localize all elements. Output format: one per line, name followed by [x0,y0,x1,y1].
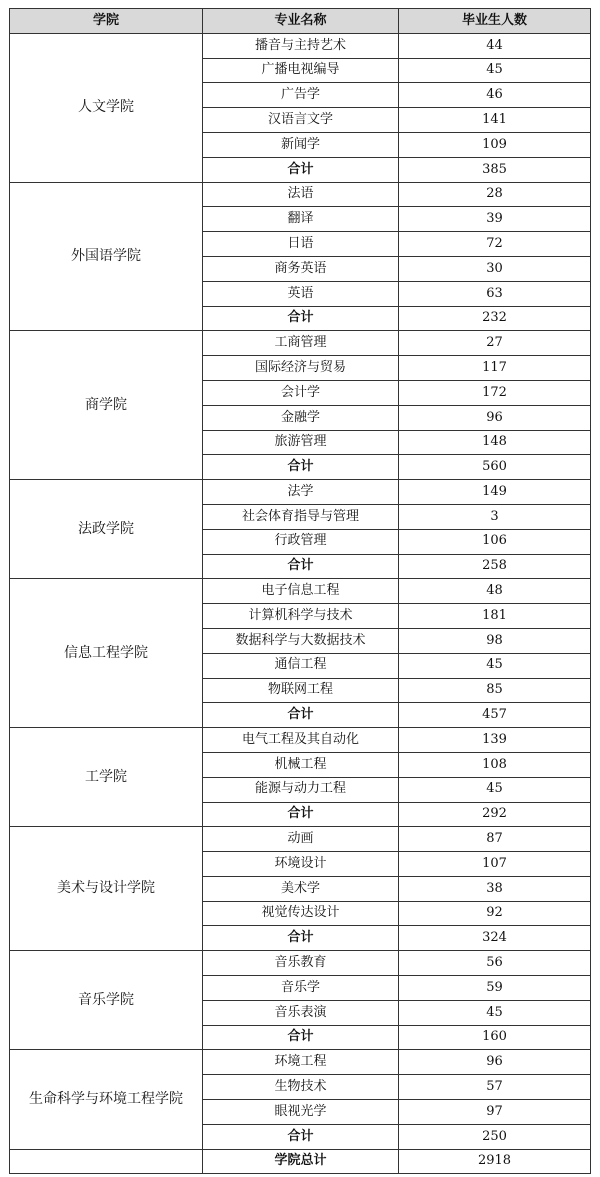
graduate-count: 172 [399,380,591,405]
graduate-count: 96 [399,1050,591,1075]
graduate-count: 96 [399,405,591,430]
major-name: 计算机科学与技术 [203,604,399,629]
major-name: 生物技术 [203,1075,399,1100]
graduate-count: 38 [399,876,591,901]
college-name: 音乐学院 [10,951,203,1050]
graduate-count: 45 [399,777,591,802]
table-row [10,728,591,753]
major-name: 播音与主持艺术 [203,33,399,58]
major-name: 社会体育指导与管理 [203,504,399,529]
table-row [10,331,591,356]
major-name: 通信工程 [203,653,399,678]
subtotal-value: 324 [399,926,591,951]
graduate-count: 46 [399,83,591,108]
major-name: 旅游管理 [203,430,399,455]
graduate-count: 85 [399,678,591,703]
major-name: 广播电视编导 [203,58,399,83]
graduate-count: 149 [399,480,591,505]
college-name: 人文学院 [10,33,203,182]
graduate-count: 92 [399,901,591,926]
graduate-count: 97 [399,1100,591,1125]
graduate-count: 28 [399,182,591,207]
grand-total-row [10,1149,591,1174]
college-name: 生命科学与环境工程学院 [10,1050,203,1149]
graduate-count: 63 [399,281,591,306]
college-name: 美术与设计学院 [10,827,203,951]
graduate-count: 56 [399,951,591,976]
graduate-count: 59 [399,976,591,1001]
major-name: 会计学 [203,380,399,405]
subtotal-label: 合计 [203,554,399,579]
graduate-count: 45 [399,653,591,678]
subtotal-label: 合计 [203,306,399,331]
graduate-count: 48 [399,579,591,604]
major-name: 环境设计 [203,852,399,877]
graduate-count: 117 [399,356,591,381]
major-name: 音乐教育 [203,951,399,976]
major-name: 翻译 [203,207,399,232]
graduate-count: 3 [399,504,591,529]
graduates-table [9,8,591,1174]
major-name: 动画 [203,827,399,852]
subtotal-label: 合计 [203,802,399,827]
table-row [10,579,591,604]
grand-total-spacer [10,1149,203,1174]
graduate-count: 57 [399,1075,591,1100]
grand-total-label: 学院总计 [203,1149,399,1174]
graduate-count: 181 [399,604,591,629]
graduate-count: 107 [399,852,591,877]
graduate-count: 39 [399,207,591,232]
graduate-count: 98 [399,628,591,653]
major-name: 音乐表演 [203,1000,399,1025]
major-name: 美术学 [203,876,399,901]
major-name: 新闻学 [203,132,399,157]
major-name: 电气工程及其自动化 [203,728,399,753]
major-name: 广告学 [203,83,399,108]
college-name: 外国语学院 [10,182,203,331]
major-name: 日语 [203,232,399,257]
subtotal-label: 合计 [203,926,399,951]
subtotal-value: 292 [399,802,591,827]
graduate-count: 106 [399,529,591,554]
major-name: 环境工程 [203,1050,399,1075]
major-name: 音乐学 [203,976,399,1001]
subtotal-value: 385 [399,157,591,182]
college-name: 商学院 [10,331,203,480]
graduate-count: 45 [399,1000,591,1025]
table-row [10,1050,591,1075]
major-name: 法语 [203,182,399,207]
major-name: 眼视光学 [203,1100,399,1125]
college-name: 工学院 [10,728,203,827]
subtotal-label: 合计 [203,1025,399,1050]
graduate-count: 30 [399,256,591,281]
table-row [10,827,591,852]
table-row [10,951,591,976]
major-name: 汉语言文学 [203,108,399,133]
subtotal-label: 合计 [203,703,399,728]
graduate-count: 139 [399,728,591,753]
header-major: 专业名称 [203,9,399,34]
graduate-count: 109 [399,132,591,157]
graduate-count: 108 [399,752,591,777]
major-name: 英语 [203,281,399,306]
graduate-count: 141 [399,108,591,133]
subtotal-value: 457 [399,703,591,728]
graduate-count: 27 [399,331,591,356]
major-name: 物联网工程 [203,678,399,703]
major-name: 机械工程 [203,752,399,777]
major-name: 工商管理 [203,331,399,356]
table-row [10,33,591,58]
grand-total-value: 2918 [399,1149,591,1174]
subtotal-label: 合计 [203,157,399,182]
subtotal-value: 560 [399,455,591,480]
graduate-count: 44 [399,33,591,58]
major-name: 法学 [203,480,399,505]
graduate-count: 148 [399,430,591,455]
table-row [10,182,591,207]
major-name: 金融学 [203,405,399,430]
graduate-count: 87 [399,827,591,852]
subtotal-label: 合计 [203,1124,399,1149]
subtotal-label: 合计 [203,455,399,480]
college-name: 法政学院 [10,480,203,579]
major-name: 视觉传达设计 [203,901,399,926]
major-name: 国际经济与贸易 [203,356,399,381]
subtotal-value: 160 [399,1025,591,1050]
major-name: 行政管理 [203,529,399,554]
college-name: 信息工程学院 [10,579,203,728]
table-row [10,480,591,505]
subtotal-value: 258 [399,554,591,579]
major-name: 电子信息工程 [203,579,399,604]
header-row [10,9,591,34]
subtotal-value: 232 [399,306,591,331]
graduate-count: 72 [399,232,591,257]
table-body [10,33,591,1174]
major-name: 能源与动力工程 [203,777,399,802]
subtotal-value: 250 [399,1124,591,1149]
major-name: 数据科学与大数据技术 [203,628,399,653]
header-count: 毕业生人数 [399,9,591,34]
major-name: 商务英语 [203,256,399,281]
graduate-count: 45 [399,58,591,83]
header-college: 学院 [10,9,203,34]
